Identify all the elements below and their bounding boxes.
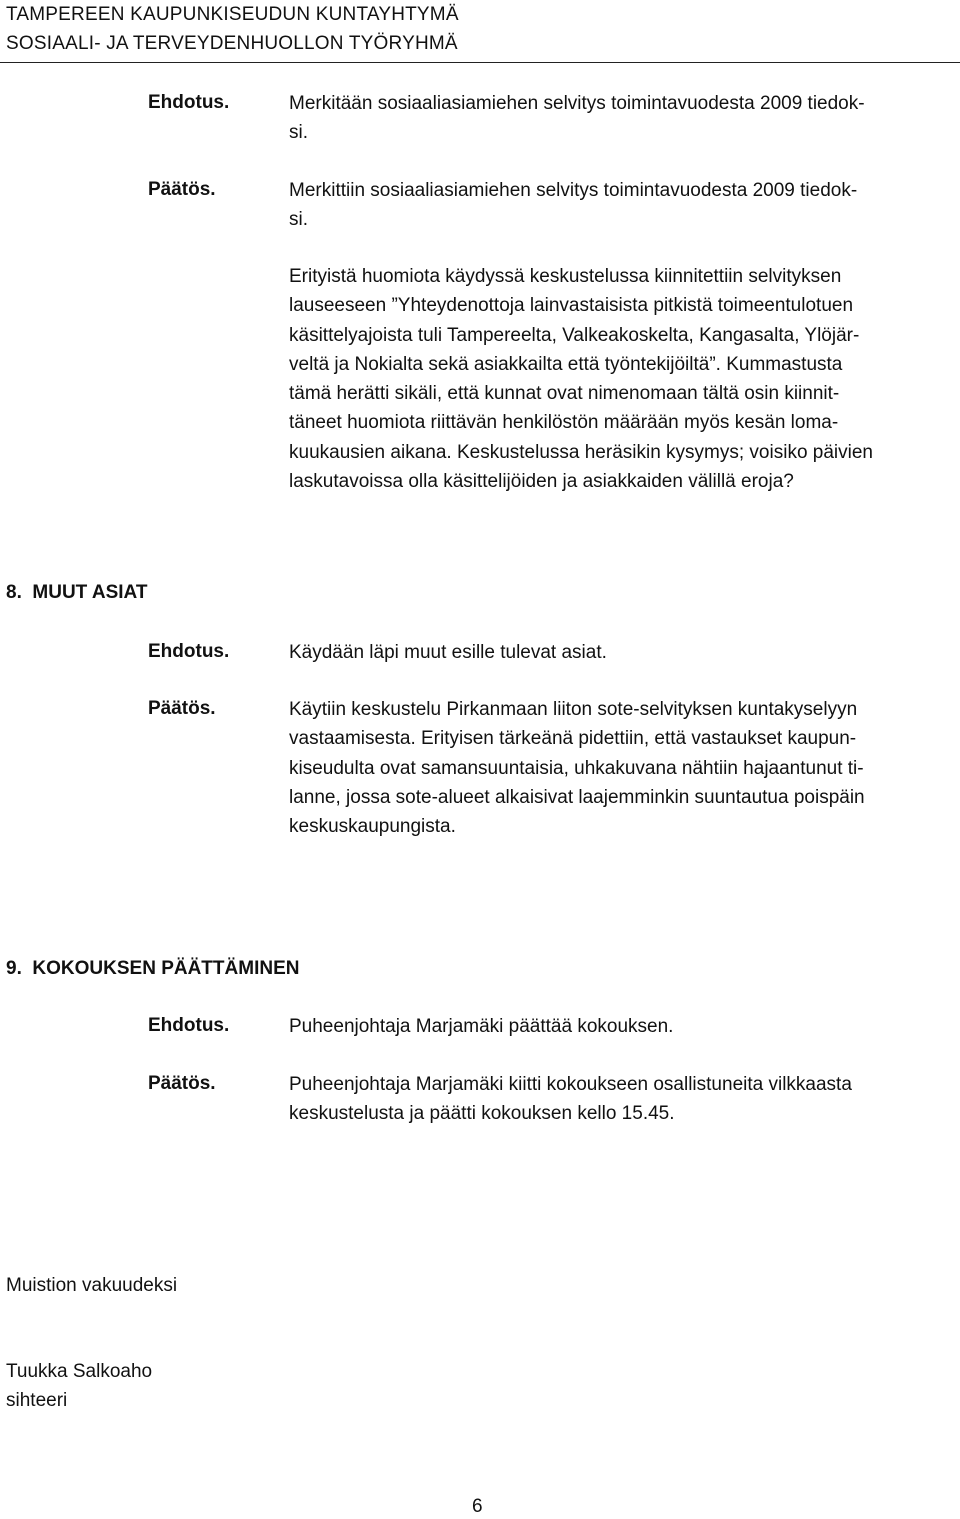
signatory-title: sihteeri (6, 1390, 68, 1411)
proposal-label: Ehdotus. (148, 641, 230, 662)
text-line: Käytiin keskustelu Pirkanmaan liiton sote-selvityksen kuntakyselyyn (289, 699, 858, 720)
text-line: vastaamisesta. Erityisen tärkeänä pidettiin, että vastaukset kaupun- (289, 728, 857, 750)
proposal-label: Ehdotus. (148, 92, 230, 113)
text-line: Käydään läpi muut esille tulevat asiat. (289, 642, 607, 663)
item7-discussion-text (289, 262, 951, 496)
text-line: käsittelyajoista tuli Tampereelta, Valkeakoskelta, Kangasalta, Ylöjär- (289, 324, 860, 346)
text-line: si. (289, 122, 308, 144)
proposal-label: Ehdotus. (148, 1015, 230, 1036)
text-line: veltä ja Nokialta sekä asiakkailta että työntekijöiltä”. Kummastusta (289, 353, 843, 375)
decision-label: Päätös. (148, 179, 216, 200)
header-divider (0, 62, 960, 63)
page-number: 6 (472, 1496, 483, 1517)
item7-proposal-text (289, 89, 951, 148)
item9-proposal-text (289, 1012, 951, 1041)
signature-caption: Muistion vakuudeksi (6, 1275, 178, 1296)
text-line: Merkitään sosiaaliasiamiehen selvitys toimintavuodesta 2009 tiedok- (289, 93, 865, 114)
organization-name: TAMPEREEN KAUPUNKISEUDUN KUNTAYHTYMÄ (6, 4, 459, 25)
text-line: lanne, jossa sote-alueet alkaisivat laajemminkin suuntautua poispäin (289, 786, 865, 808)
section-heading-item8: 8. MUUT ASIAT (6, 582, 148, 603)
item8-proposal-text (289, 638, 951, 667)
item8-decision-text (289, 695, 951, 841)
text-line: Puheenjohtaja Marjamäki kiitti kokoukseen osallistuneita vilkkaasta (289, 1074, 852, 1095)
text-line: kuukausien aikana. Keskustelussa heräsikin kysymys; voisiko päivien (289, 441, 873, 463)
text-line: keskuskaupungista. (289, 816, 456, 838)
text-line: laskutavoissa olla käsittelijöiden ja asiakkaiden välillä eroja? (289, 471, 794, 493)
text-line: täneet huomiota riittävän henkilöstön määrään myös kesän loma- (289, 412, 839, 434)
text-line: lauseeseen ”Yhteydenottoja lainvastaisista pitkistä toimeentulotuen (289, 295, 854, 317)
working-group-name: SOSIAALI- JA TERVEYDENHUOLLON TYÖRYHMÄ (6, 33, 458, 54)
item7-decision-text (289, 176, 951, 235)
text-line: Puheenjohtaja Marjamäki päättää kokouksen. (289, 1016, 674, 1037)
decision-label: Päätös. (148, 1073, 216, 1094)
text-line: kiseudulta ovat samansuuntaisia, uhkakuvana nähtiin hajaantunut ti- (289, 757, 864, 779)
text-line: keskustelusta ja päätti kokouksen kello 15.45. (289, 1103, 675, 1125)
signatory-name: Tuukka Salkoaho (6, 1361, 153, 1382)
text-line: Merkittiin sosiaaliasiamiehen selvitys toimintavuodesta 2009 tiedok- (289, 180, 858, 201)
text-line: si. (289, 209, 308, 231)
text-line: Erityistä huomiota käydyssä keskustelussa kiinnitettiin selvityksen (289, 266, 842, 287)
item9-decision-text (289, 1070, 951, 1129)
section-heading-item9: 9. KOKOUKSEN PÄÄTTÄMINEN (6, 958, 300, 979)
text-line: tämä herätti sikäli, että kunnat ovat nimenomaan tältä osin kiinnit- (289, 383, 840, 405)
decision-label: Päätös. (148, 698, 216, 719)
